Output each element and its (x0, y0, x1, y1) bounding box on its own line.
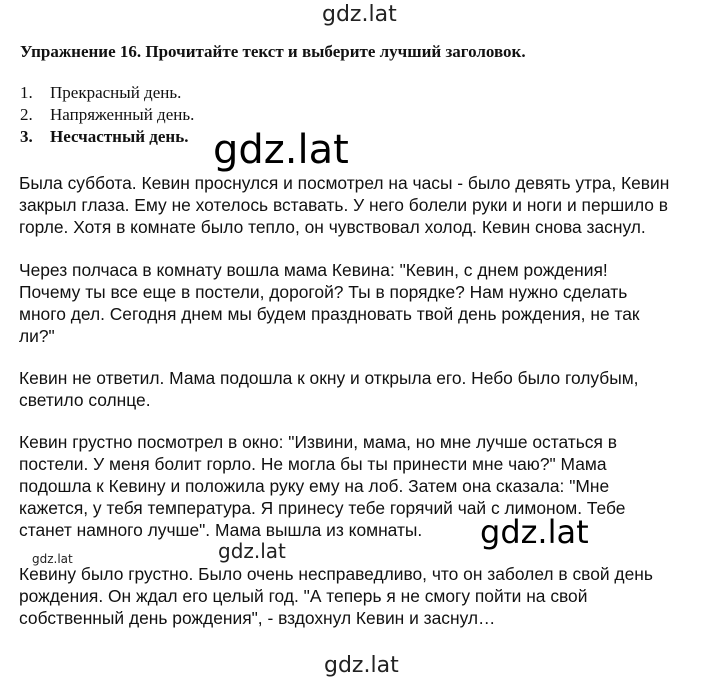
text-line: светило солнце. (19, 390, 151, 410)
text-line: подошла к Кевину и положила руку ему на лоб. Затем она сказала: "Мне (19, 476, 610, 496)
text-line: много дел. Сегодня днем мы будем праздновать твой день рождения, не так (19, 304, 640, 324)
option-number: 2. (20, 105, 33, 124)
story-paragraph-4 (19, 431, 709, 541)
text-line: ли?" (19, 326, 55, 346)
title-options-list (20, 82, 194, 148)
watermark-bottom: gdz.lat (324, 653, 399, 678)
text-line: Через полчаса в комнату вошла мама Кевина: "Кевин, с днем рождения! (19, 260, 608, 280)
option-item-2 (20, 104, 194, 126)
text-line: кажется, у тебя температура. Я принесу тебе горячий чай с лимоном. Тебе (19, 498, 626, 518)
watermark-small: gdz.lat (32, 552, 73, 566)
text-line: станет намного лучше". Мама вышла из комнаты. (19, 520, 423, 540)
option-label: Прекрасный день. (50, 83, 182, 102)
exercise-heading: Упражнение 16. Прочитайте текст и выберите лучший заголовок. (20, 42, 526, 61)
option-label: Несчастный день. (50, 127, 189, 146)
text-line: горле. Хотя в комнате было тепло, он чувствовал холод. Кевин снова заснул. (19, 217, 646, 237)
story-paragraph-1 (19, 172, 709, 238)
option-item-1 (20, 82, 194, 104)
watermark-large-right: gdz.lat (480, 513, 589, 551)
option-item-3-selected (20, 126, 194, 148)
story-paragraph-3 (19, 367, 709, 411)
text-line: Почему ты все еще в постели, дорогой? Ты в порядке? Нам нужно сделать (19, 282, 628, 302)
story-paragraph-2 (19, 259, 709, 347)
watermark-top: gdz.lat (322, 2, 397, 27)
text-line: Кевин грустно посмотрел в окно: "Извини, мама, но мне лучше остаться в (19, 432, 617, 452)
text-line: Кевин не ответил. Мама подошла к окну и открыла его. Небо было голубым, (19, 368, 639, 388)
watermark-large: gdz.lat (213, 127, 349, 173)
option-label: Напряженный день. (50, 105, 195, 124)
option-number: 3. (20, 127, 33, 146)
text-line: постели. У меня болит горло. Не могла бы ты принести мне чаю?" Мама (19, 454, 607, 474)
text-line: закрыл глаза. Ему не хотелось вставать. У него болели руки и ноги и першило в (19, 195, 669, 215)
text-line: рождения. Он ждал его целый год. "А теперь я не смогу пойти на свой (19, 586, 588, 606)
story-paragraph-5 (19, 563, 709, 629)
watermark-middle: gdz.lat (218, 539, 286, 563)
option-number: 1. (20, 83, 33, 102)
text-line: собственный день рождения", - вздохнул Кевин и заснул… (19, 608, 496, 628)
text-line: Кевину было грустно. Было очень несправедливо, что он заболел в свой день (19, 564, 653, 584)
text-line: Была суббота. Кевин проснулся и посмотрел на часы - было девять утра, Кевин (19, 173, 670, 193)
